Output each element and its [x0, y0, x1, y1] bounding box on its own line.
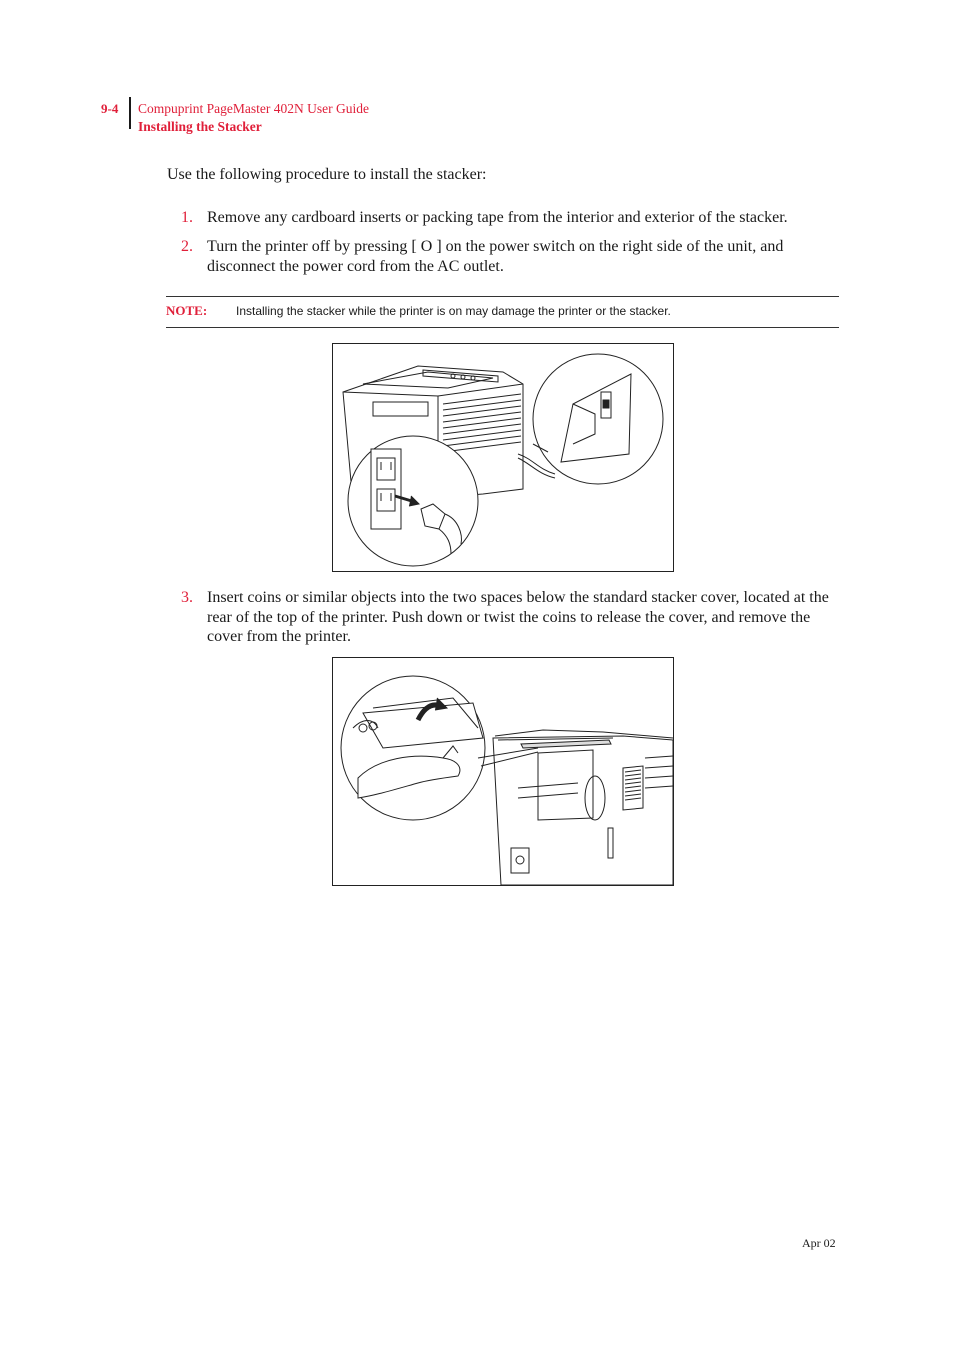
step-text: Insert coins or similar objects into the two spaces below the standard stacker cover, located at the rear of the top of the printer. Push down or twist the coins to release the cover, and remove the cover from the printer.	[207, 589, 829, 645]
printer-power-illustration	[333, 344, 673, 571]
page-number: 9-4	[101, 101, 119, 116]
footer-date: Apr 02	[802, 1236, 836, 1250]
note-text: Installing the stacker while the printer is on may damage the printer or the stacker.	[236, 304, 671, 318]
section-title: Installing the Stacker	[138, 119, 262, 134]
stacker-cover-illustration	[333, 658, 673, 885]
step-number: 2.	[181, 238, 193, 255]
intro-paragraph: Use the following procedure to install the stacker:	[167, 166, 487, 183]
step-text: Remove any cardboard inserts or packing tape from the interior and exterior of the stacker.	[207, 209, 788, 226]
step-text: Turn the printer off by pressing [ O ] on the power switch on the right side of the unit, and disconnect the power cord from the AC outlet.	[207, 238, 784, 275]
step-number: 3.	[181, 589, 193, 606]
figure-power-switch	[332, 343, 674, 572]
header-divider	[129, 97, 131, 129]
guide-title: Compuprint PageMaster 402N User Guide	[138, 101, 369, 116]
note-box	[166, 296, 839, 328]
figure-stacker-cover	[332, 657, 674, 886]
note-label: NOTE:	[166, 303, 208, 318]
step-number: 1.	[181, 209, 193, 226]
